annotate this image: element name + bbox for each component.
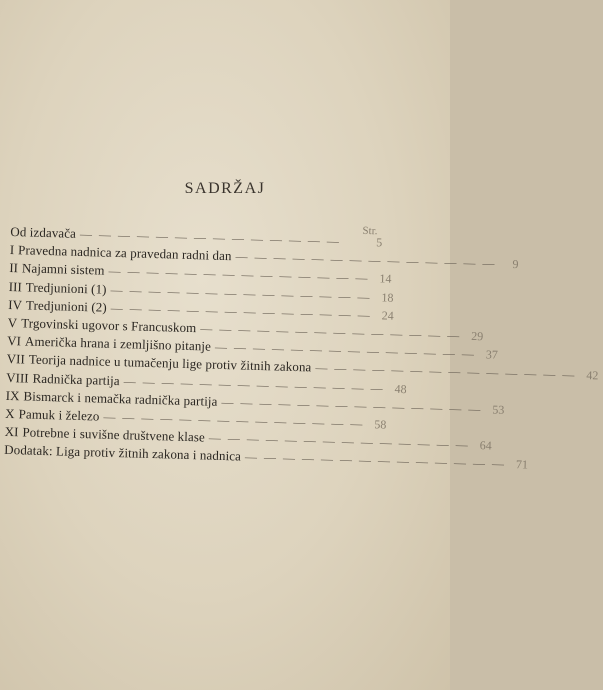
entry-title: Američka hrana i zemljišno pitanje <box>24 333 212 354</box>
page-number: 24 <box>381 308 394 323</box>
leader-dashes: — — — — — — — — — — — — — — <box>103 409 365 431</box>
entry-title: Trgovinski ugovor s Francuskom <box>20 315 197 336</box>
entry-title: Teorija nadnice u tumačenju lige protiv žitnih zakona <box>28 351 312 375</box>
chapter-numeral: III <box>8 278 23 294</box>
leader-dashes: — — — — — — — — — — — — — — <box>214 339 477 362</box>
entry-title: Bismarck i nemačka radnička partija <box>23 388 218 409</box>
chapter-numeral: VI <box>7 333 22 349</box>
chapter-numeral: II <box>9 260 19 276</box>
entry-title: Pamuk i železo <box>18 406 100 424</box>
entry-title: Tredjunioni (1) <box>25 279 107 297</box>
page-number: 42 <box>586 368 599 383</box>
page-number: 48 <box>394 381 407 396</box>
table-of-contents <box>4 208 599 472</box>
leader-dashes: — — — — — — — — — — — — — — <box>110 300 372 322</box>
page-number: 37 <box>485 347 499 362</box>
leader-dashes: — — — — — — — — — — — — — — <box>208 430 470 453</box>
page-number: 5 <box>375 235 383 250</box>
chapter-numeral: IX <box>5 387 20 404</box>
page-number: 58 <box>374 417 387 432</box>
entry-title: Potrebne i suvišne društvene klase <box>22 424 206 445</box>
leader-dashes: — — — — — — — — — — — — — — <box>221 394 483 417</box>
chapter-numeral: XI <box>4 424 19 440</box>
page-title: SADRŽAJ <box>184 180 266 197</box>
entry-title: Dodatak: Liga protiv žitnih zakona i nadnica <box>4 442 242 464</box>
entry-title: Pravedna nadnica za pravedan radni dan <box>17 242 232 264</box>
leader-dashes: — — — — — — — — — — — — — — <box>123 373 385 396</box>
chapter-numeral: X <box>5 405 15 422</box>
leader-dashes: — — — — — — — — — — — — — — <box>244 450 507 472</box>
page-number: 29 <box>471 328 484 344</box>
chapter-numeral: VII <box>6 351 26 367</box>
chapter-numeral: IV <box>8 296 23 313</box>
page-number: 64 <box>479 438 492 453</box>
leader-dashes: — — — — — — — — — — — — — — <box>235 249 497 271</box>
entry-title: Tredjunioni (2) <box>25 297 108 315</box>
entry-title: Najamni sistem <box>21 260 105 279</box>
leader-dashes: — — — — — — — — — — — — — — <box>79 226 342 249</box>
page-number: 14 <box>379 271 392 287</box>
leader-dashes: — — — — — — — — — — — — — — <box>110 282 372 304</box>
chapter-numeral: V <box>7 314 18 331</box>
page-number: 9 <box>512 257 519 272</box>
chapter-numeral: I <box>9 242 15 258</box>
page-column-header: Str. <box>362 224 378 238</box>
page-number: 71 <box>515 457 529 472</box>
page-number: 18 <box>381 289 394 305</box>
entry-title: Radnička partija <box>32 370 120 388</box>
leader-dashes: — — — — — — — — — — — — — — <box>200 321 462 343</box>
leader-dashes: — — — — — — — — — — — — — — <box>315 360 577 383</box>
chapter-numeral: VIII <box>6 369 29 386</box>
leader-dashes: — — — — — — — — — — — — — — <box>108 264 370 286</box>
entry-title: Od izdavača <box>10 223 77 241</box>
page-number: 53 <box>492 402 505 417</box>
